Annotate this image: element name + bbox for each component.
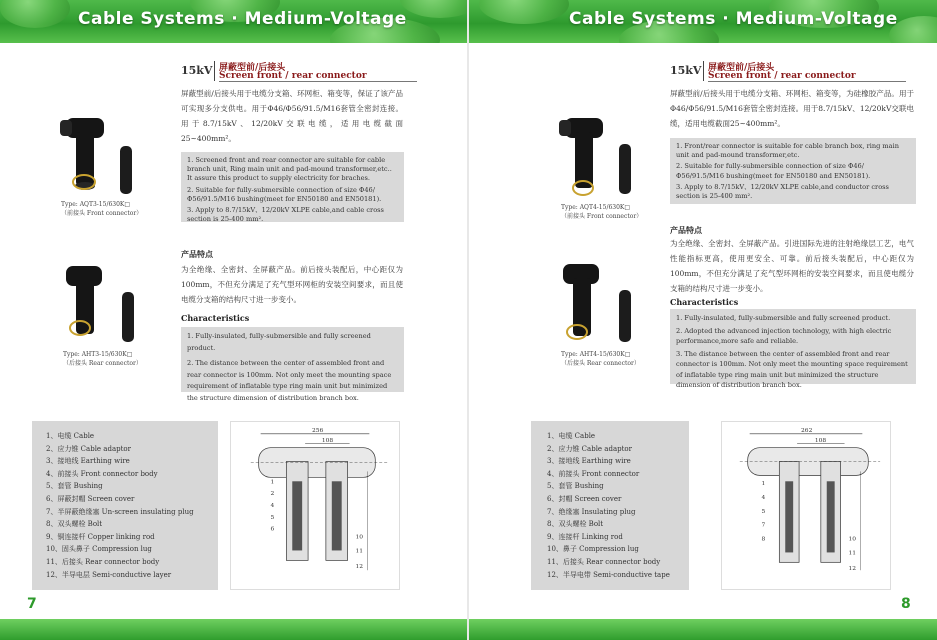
header-banner	[469, 0, 937, 43]
part-item: 11、后接头 Rear connector body	[547, 557, 661, 566]
char-item: 1. Fully-insulated, fully-submersible and fully screened product.	[187, 332, 371, 352]
spec-box	[181, 152, 404, 222]
svg-text:4: 4	[761, 495, 766, 502]
page-number: 7	[27, 596, 37, 612]
intro-cn: 屏蔽型前/后接头用于电缆分支箱、环网柜、箱变等，保证了该产品可实现多分支供电。用于Φ46/Φ56/91.5/M16套管全密封连接。用于8.7/15kV、12/20kV交联电缆，适用电缆截面25~400mm²。	[181, 89, 403, 143]
svg-text:10: 10	[848, 536, 857, 543]
svg-text:10: 10	[355, 534, 364, 541]
banner-title: Cable Systems · Medium-Voltage	[78, 9, 407, 29]
parts-list	[531, 421, 689, 590]
spec-box	[670, 138, 916, 204]
rear-connector-image	[557, 258, 657, 348]
footer-band	[469, 619, 937, 640]
characteristics-heading: Characteristics	[670, 297, 739, 307]
svg-text:5: 5	[761, 508, 766, 515]
front-caption: Type: AQT3-15/630K□ （前接头 Front connector）	[61, 201, 143, 217]
svg-text:12: 12	[848, 566, 857, 573]
left-page	[0, 0, 468, 640]
intro-cn: 屏蔽型前/后接头用于电缆分支箱、环网柜、箱变等，为硅橡胶产品。用于Φ46/Φ56/91.5/M16套管全密封连接。用于8.7/15kV、12/20kV交联电缆，适用电缆截面25~400mm²。	[670, 89, 914, 128]
title-cn: 屏蔽型前/后接头	[708, 63, 775, 73]
technical-drawing	[230, 421, 400, 590]
part-item: 4、前接头 Front connector	[547, 469, 640, 478]
rear-caption: Type: AHT3-15/630K□ （后接头 Rear connector）	[63, 351, 142, 367]
svg-text:5: 5	[270, 514, 275, 521]
header-banner	[0, 0, 468, 43]
title-cn: 屏蔽型前/后接头	[219, 63, 286, 73]
part-item: 10、鼻子 Compression lug	[547, 545, 639, 554]
part-item: 2、应力锥 Cable adaptor	[46, 444, 131, 453]
part-item: 9、连接杆 Linking rod	[547, 532, 623, 541]
feature-heading: 产品特点	[181, 249, 213, 259]
part-item: 8、双头螺栓 Bolt	[46, 520, 103, 529]
characteristics-box	[181, 327, 404, 402]
spec-item: 2. Suitable for fully-submersible connection of size Φ46/Φ56/91.5/M16 bushing(meet for EN50180 and EN50181).	[187, 185, 382, 203]
spec-item: 3. Apply to 8.7/15kV、12/20kV XLPE cable,and cable cross section is 25-400 mm².	[187, 206, 384, 224]
rear-caption: Type: AHT4-15/630K□ （后接头 Rear connector）	[561, 351, 640, 367]
svg-text:6: 6	[270, 526, 275, 533]
rear-connector-image	[60, 258, 160, 348]
part-item: 12、半导电层 Semi-conductive layer	[46, 570, 172, 579]
right-page	[469, 0, 937, 640]
front-caption: Type: AQT4-15/630K□ （前接头 Front connector）	[561, 204, 643, 220]
feature-cn: 为全绝缘、全密封、全屏蔽产品。前后接头装配后，中心距仅为100mm，不但充分满足了充气型环网柜的安装空间要求，而且使电缆分支箱的结构尺寸进一步变小。	[181, 265, 403, 304]
part-item: 3、接地线 Earthing wire	[547, 457, 631, 466]
part-item: 11、后接头 Rear connector body	[46, 557, 160, 566]
voltage-label: 15kV	[670, 64, 702, 77]
spec-item: 1. Front/rear connector is suitable for cable branch box, ring main unit and pad-mound transformer,etc.	[676, 142, 899, 160]
svg-text:11: 11	[355, 548, 364, 555]
spec-item: 1. Screened front and rear connector are suitable for cable branch unit, Ring main unit and pad-mound transformer,etc.. It assure this product to supply electricity for braches.	[187, 156, 392, 183]
title-en: Screen front / rear connector	[219, 71, 367, 81]
dim-108: 108	[321, 437, 334, 444]
part-item: 5、套管 Bushing	[46, 482, 103, 491]
characteristics-box	[670, 309, 916, 389]
part-item: 6、封帽 Screen cover	[547, 494, 622, 503]
page-number: 8	[901, 596, 911, 612]
part-item: 1、电缆 Cable	[46, 432, 95, 440]
svg-text:1: 1	[270, 479, 275, 486]
part-item: 9、铜连接杆 Copper linking rod	[46, 532, 155, 541]
part-item: 12、半导电带 Semi-conductive tape	[547, 570, 670, 579]
svg-text:8: 8	[761, 536, 766, 543]
part-item: 4、前接头 Front connector body	[46, 469, 158, 478]
part-item: 7、绝缘塞 Insulating plug	[547, 507, 636, 516]
part-item: 1、电缆 Cable	[547, 432, 596, 440]
spec-item: 3. Apply to 8.7/15kV、12/20kV XLPE cable,and conductor cross section is 25-400 mm².	[676, 182, 889, 201]
technical-drawing	[721, 421, 891, 590]
spec-item: 2. Suitable for fully-submersible connection of size Φ46/Φ56/91.5/M16 bushing(meet for EN50180 and EN50181).	[676, 162, 871, 180]
dim-262: 262	[801, 427, 813, 434]
part-item: 7、半屏蔽绝缘塞 Un-screen insulating plug	[46, 507, 194, 516]
svg-text:7: 7	[761, 522, 766, 529]
svg-text:4: 4	[270, 502, 275, 509]
part-item: 8、双头螺栓 Bolt	[547, 520, 604, 529]
front-connector-image	[58, 108, 158, 198]
front-connector-image	[557, 108, 657, 200]
banner-title: Cable Systems · Medium-Voltage	[569, 9, 898, 29]
svg-text:12: 12	[355, 564, 364, 571]
svg-text:1: 1	[761, 481, 766, 488]
feature-cn: 为全绝缘、全密封、全屏蔽产品。引进国际先进的注射绝缘层工艺，电气性能指标更高，使用更安全、可靠。前后接头装配后，中心距仅为100mm，不但充分满足了充气型环网柜的安装空间要求，而且使电缆分支箱的结构尺寸进一步变小。	[670, 239, 914, 293]
svg-text:11: 11	[848, 550, 857, 557]
part-item: 10、固头鼻子 Compression lug	[46, 545, 152, 554]
part-item: 2、应力锥 Cable adaptor	[547, 444, 632, 453]
svg-text:2: 2	[270, 491, 275, 498]
char-item: 1. Fully-insulated, fully-submersible and fully screened product.	[676, 314, 891, 322]
part-item: 6、屏蔽封帽 Screen cover	[46, 494, 135, 503]
part-item: 5、套管 Bushing	[547, 482, 604, 491]
parts-list	[32, 421, 218, 590]
title-en: Screen front / rear connector	[708, 71, 856, 81]
char-item: 3. The distance between the center of assembled front and rear connector is 100mm. Not only meet the mounting space requirement of inflatable type ring main unit but minimized the structure dimension of distribution branch box.	[676, 349, 908, 389]
feature-heading: 产品特点	[670, 225, 702, 235]
dim-256: 256	[312, 427, 324, 434]
char-item: 2. Adopted the advanced injection technology, with high electric performance,more safe and reliable.	[676, 326, 892, 345]
voltage-label: 15kV	[181, 64, 213, 77]
dim-108: 108	[814, 437, 827, 444]
part-item: 3、接地线 Earthing wire	[46, 457, 130, 466]
footer-band	[0, 619, 468, 640]
characteristics-heading: Characteristics	[181, 313, 250, 323]
char-item: 2. The distance between the center of assembled front and rear connector is 100mm. Not only meet the mounting space requirement of inflatable type ring main unit but minimized the structure dimension of distribution branch box.	[187, 359, 392, 402]
